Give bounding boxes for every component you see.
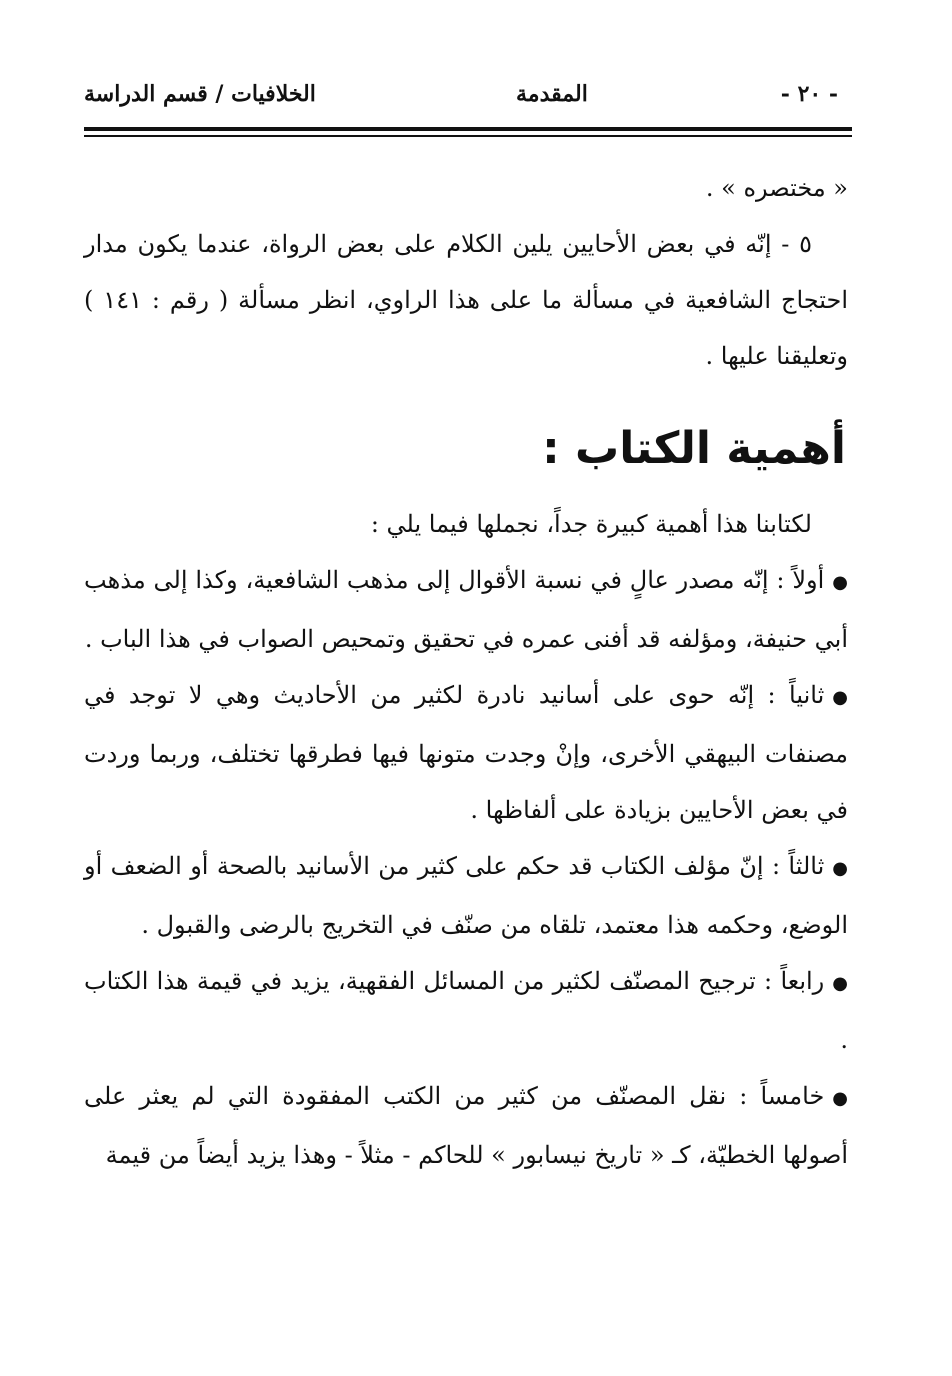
bullet-icon: ● bbox=[832, 572, 848, 593]
bullet-icon: ● bbox=[832, 687, 848, 708]
running-header bbox=[84, 74, 838, 114]
bullet-icon: ● bbox=[832, 858, 848, 879]
intro-paragraph: لكتابنا هذا أهمية كبيرة جداً، نجملها فيما يلي : bbox=[370, 510, 812, 538]
bullet-icon: ● bbox=[832, 973, 848, 994]
list-item bbox=[84, 1068, 848, 1183]
list-item-text: رابعاً : ترجيح المصنّف لكثير من المسائل الفقهية، يزيد في قيمة هذا الكتاب . bbox=[84, 967, 848, 1054]
list-item bbox=[84, 552, 848, 667]
list-item bbox=[84, 838, 848, 953]
header-rule-thin bbox=[84, 135, 852, 137]
page-body bbox=[84, 160, 848, 1183]
chapter-title: المقدمة bbox=[516, 81, 588, 107]
list-item-text: ثالثاً : إنّ مؤلف الكتاب قد حكم على كثير من الأسانيد بالصحة أو الضعف أو الوضع، وحكمه هذا معتمد، تلقاه من صنّف في التخريج بالرضى والقبول . bbox=[84, 852, 848, 939]
continuation-line: « مختصره » . bbox=[705, 174, 848, 202]
list-item-text: أولاً : إنّه مصدر عالٍ في نسبة الأقوال إلى مذهب الشافعية، وكذا إلى مذهب أبي حنيفة، ومؤلفه قد أفنى عمره في تحقيق وتمحيص الصواب في هذا الباب . bbox=[84, 566, 848, 653]
page-number: - ٢٠ - bbox=[780, 81, 838, 107]
header-rule-thick bbox=[84, 127, 852, 131]
book-section-title: الخلافيات / قسم الدراسة bbox=[84, 81, 316, 107]
section-heading: أهمية الكتاب : bbox=[542, 423, 846, 474]
list-item-text: خامساً : نقل المصنّف من كثير من الكتب المفقودة التي لم يعثر على أصولها الخطيّة، كـ « تاريخ نيسابور » للحاكم - مثلاً - وهذا يزيد أيضاً من قيمة bbox=[84, 1082, 848, 1169]
list-item bbox=[84, 667, 848, 838]
list-item-text: ثانياً : إنّه حوى على أسانيد نادرة لكثير من الأحاديث وهي لا توجد في مصنفات البيهقي الأخرى، وإنْ وجدت متونها فيها فطرقها تختلف، وربما وردت في بعض الأحايين بزيادة على ألفاظها . bbox=[84, 681, 848, 824]
list-item bbox=[84, 953, 848, 1068]
bullet-icon: ● bbox=[832, 1088, 848, 1109]
paragraph-point-5: ٥ - إنّه في بعض الأحايين يلين الكلام على بعض الرواة، عندما يكون مدار احتجاج الشافعية في مسألة ما على هذا الراوي، انظر مسألة ( رقم : ١٤١ ) وتعليقنا عليها . bbox=[84, 230, 848, 370]
